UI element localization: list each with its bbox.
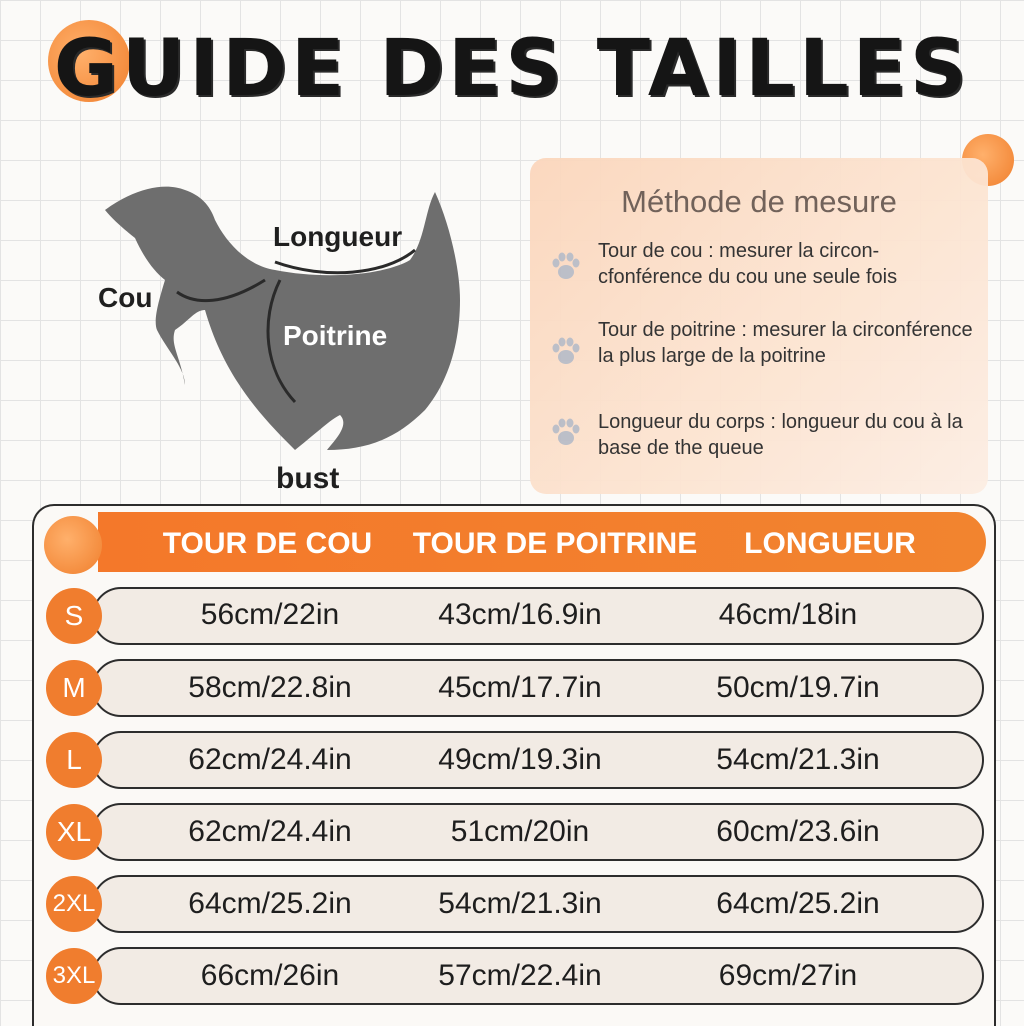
cell-neck: 62cm/24.4in xyxy=(188,743,352,776)
cell-length: 64cm/25.2in xyxy=(716,887,880,920)
header-tour-de-cou: TOUR DE COU xyxy=(162,527,373,560)
label-bust: bust xyxy=(276,462,340,495)
label-cou: Cou xyxy=(98,282,153,313)
size-badge: XL xyxy=(46,804,102,860)
cell-neck: 62cm/24.4in xyxy=(188,815,352,848)
paw-icon xyxy=(548,248,584,284)
measurement-method-panel xyxy=(530,158,988,494)
cell-length: 60cm/23.6in xyxy=(716,815,880,848)
cell-chest: 57cm/22.4in xyxy=(438,959,602,992)
cell-chest: 54cm/21.3in xyxy=(438,887,602,920)
cell-neck: 58cm/22.8in xyxy=(188,671,352,704)
cell-neck: 66cm/26in xyxy=(200,959,340,992)
size-badge: 2XL xyxy=(46,876,102,932)
label-poitrine: Poitrine xyxy=(283,320,388,351)
header-longueur: LONGUEUR xyxy=(744,527,916,560)
cell-length: 50cm/19.7in xyxy=(716,671,880,704)
page-title: GUIDE DES TAILLES xyxy=(53,24,971,114)
paw-icon xyxy=(548,414,584,450)
cell-chest: 43cm/16.9in xyxy=(438,598,602,631)
size-badge: L xyxy=(46,732,102,788)
cell-length: 69cm/27in xyxy=(718,959,858,992)
size-badge: S xyxy=(46,588,102,644)
method-title: Méthode de mesure xyxy=(621,184,897,219)
cell-chest: 45cm/17.7in xyxy=(438,671,602,704)
cell-neck: 64cm/25.2in xyxy=(188,887,352,920)
header-tour-de-poitrine: TOUR DE POITRINE xyxy=(412,527,698,560)
method-item-chest: Tour de poitrine : mesurer la circonférence la plus large de la poitrine xyxy=(598,319,973,367)
size-badge: 3XL xyxy=(46,948,102,1004)
cell-chest: 51cm/20in xyxy=(450,815,590,848)
size-badge: M xyxy=(46,660,102,716)
paw-icon xyxy=(548,333,584,369)
method-item-neck: Tour de cou : mesurer la circon-cfonférence du cou une seule fois xyxy=(598,240,898,288)
cell-length: 54cm/21.3in xyxy=(716,743,880,776)
cell-length: 46cm/18in xyxy=(718,598,858,631)
cell-chest: 49cm/19.3in xyxy=(438,743,602,776)
method-item-length: Longueur du corps : longueur du cou à la base de the queue xyxy=(598,411,963,459)
header-dot xyxy=(44,516,102,574)
label-longueur: Longueur xyxy=(273,221,403,252)
cell-neck: 56cm/22in xyxy=(200,598,340,631)
